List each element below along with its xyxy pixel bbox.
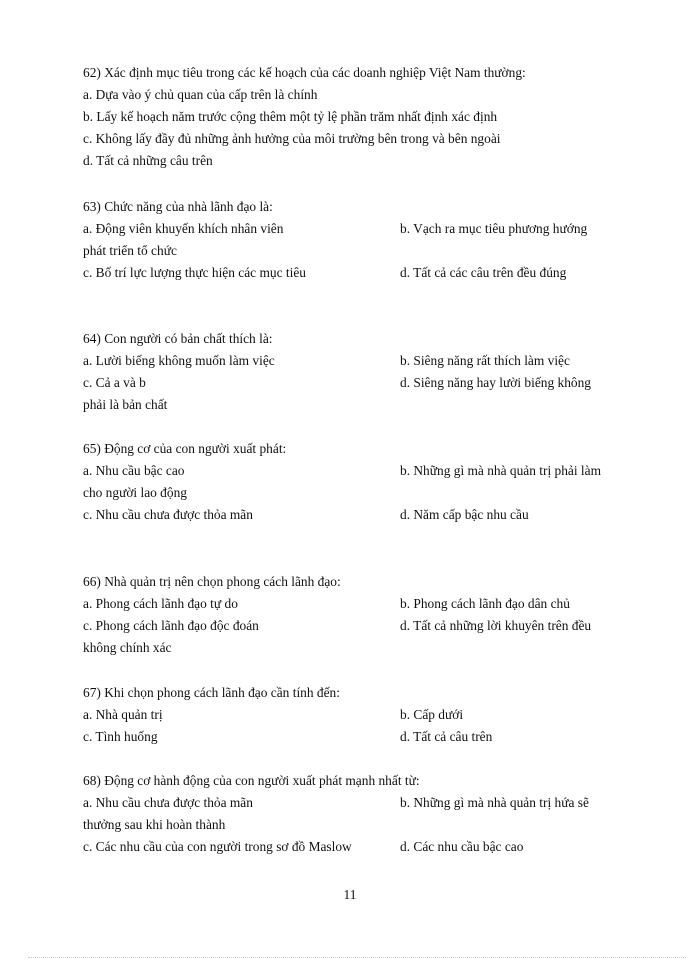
option-a: a. Dựa vào ý chủ quan của cấp trên là chính xyxy=(83,87,318,102)
option-a: a. Lười biếng không muốn làm việc xyxy=(83,353,275,368)
option-b: b. Siêng năng rất thích làm việc xyxy=(400,353,570,368)
option-d: d. Tất cả câu trên xyxy=(400,729,493,744)
option-d-continued: không chính xác xyxy=(83,640,172,655)
option-b: b. Lấy kế hoạch năm trước cộng thêm một tỷ lệ phần trăm nhất định xác định xyxy=(83,109,498,124)
question-64 xyxy=(83,328,643,416)
option-b: b. Những gì mà nhà quản trị hứa sẽ xyxy=(400,795,589,810)
option-c: c. Nhu cầu chưa được thỏa mãn xyxy=(83,507,253,522)
question-stem: 68) Động cơ hành động của con người xuất phát mạnh nhất từ: xyxy=(83,773,420,788)
option-d: d. Siêng năng hay lười biếng không xyxy=(400,375,591,390)
option-b: b. Cấp dưới xyxy=(400,707,464,722)
option-a: a. Nhu cầu bậc cao xyxy=(83,463,185,478)
option-b: b. Những gì mà nhà quản trị phải làm xyxy=(400,463,602,478)
option-c: c. Cả a và b xyxy=(83,375,146,390)
question-stem: 63) Chức năng của nhà lãnh đạo là: xyxy=(83,199,273,214)
option-b-continued: phát triển tổ chức xyxy=(83,243,177,258)
option-a: a. Nhu cầu chưa được thỏa mãn xyxy=(83,795,253,810)
question-stem: 62) Xác định mục tiêu trong các kế hoạch của các doanh nghiệp Việt Nam thường: xyxy=(83,65,526,80)
option-d: d. Tất cả các câu trên đều đúng xyxy=(400,265,567,280)
option-b-continued: thưởng sau khi hoàn thành xyxy=(83,817,226,832)
question-stem: 65) Động cơ của con người xuất phát: xyxy=(83,441,287,456)
question-68 xyxy=(83,770,643,858)
option-d-continued: phải là bản chất xyxy=(83,397,168,412)
page-number: 11 xyxy=(343,887,357,902)
option-b: b. Phong cách lãnh đạo dân chủ xyxy=(400,596,570,611)
page-bottom-divider xyxy=(28,957,686,958)
option-c: c. Phong cách lãnh đạo độc đoán xyxy=(83,618,259,633)
option-d: d. Tất cả những câu trên xyxy=(83,153,213,168)
question-stem: 67) Khi chọn phong cách lãnh đạo cần tính đến: xyxy=(83,685,340,700)
option-d: d. Tất cả những lời khuyên trên đều xyxy=(400,618,592,633)
option-c: c. Bố trí lực lượng thực hiện các mục tiêu xyxy=(83,265,306,280)
option-d: d. Các nhu cầu bậc cao xyxy=(400,839,524,854)
option-c: c. Không lấy đầy đủ những ảnh hưởng của môi trường bên trong và bên ngoài xyxy=(83,131,501,146)
option-c: c. Tình huống xyxy=(83,729,158,744)
option-a: a. Nhà quản trị xyxy=(83,707,163,722)
question-65 xyxy=(83,438,643,526)
option-c: c. Các nhu cầu của con người trong sơ đồ Maslow xyxy=(83,839,352,854)
option-b: b. Vạch ra mục tiêu phương hướng xyxy=(400,221,588,236)
option-a: a. Động viên khuyến khích nhân viên xyxy=(83,221,284,236)
question-62 xyxy=(83,62,643,172)
question-67 xyxy=(83,682,643,748)
question-stem: 66) Nhà quản trị nên chọn phong cách lãnh đạo: xyxy=(83,574,341,589)
question-stem: 64) Con người có bản chất thích là: xyxy=(83,331,273,346)
option-a: a. Phong cách lãnh đạo tự do xyxy=(83,596,238,611)
question-66 xyxy=(83,571,643,659)
option-d: d. Năm cấp bậc nhu cầu xyxy=(400,507,529,522)
question-63 xyxy=(83,196,643,284)
option-b-continued: cho người lao động xyxy=(83,485,187,500)
